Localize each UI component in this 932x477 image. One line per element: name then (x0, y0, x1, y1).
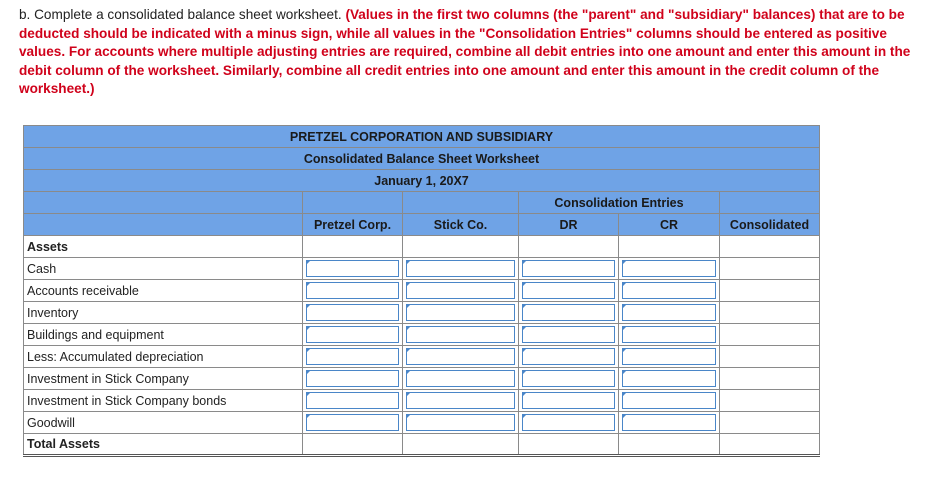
pretzel-input[interactable] (306, 282, 399, 299)
row-label: Investment in Stick Company (24, 368, 303, 390)
dr-input[interactable] (522, 392, 615, 409)
pretzel-input[interactable] (306, 348, 399, 365)
worksheet-date: January 1, 20X7 (24, 170, 820, 192)
pretzel-input[interactable] (306, 392, 399, 409)
worksheet-table (23, 125, 820, 457)
dr-input[interactable] (522, 326, 615, 343)
cr-input[interactable] (622, 348, 716, 365)
cr-input[interactable] (622, 304, 716, 321)
cr-input[interactable] (622, 392, 716, 409)
row-label: Less: Accumulated depreciation (24, 346, 303, 368)
pretzel-input[interactable] (306, 370, 399, 387)
cr-input[interactable] (622, 414, 716, 431)
stick-input[interactable] (406, 260, 515, 277)
table-row (24, 280, 820, 302)
consolidated-cell (720, 346, 820, 368)
consolidated-cell (720, 324, 820, 346)
pretzel-input[interactable] (306, 304, 399, 321)
consolidation-entries-header: Consolidation Entries (519, 192, 720, 214)
row-label: Cash (24, 258, 303, 280)
consolidated-cell (720, 302, 820, 324)
col-stick: Stick Co. (403, 214, 519, 236)
row-label: Buildings and equipment (24, 324, 303, 346)
pretzel-input[interactable] (306, 260, 399, 277)
dr-input[interactable] (522, 414, 615, 431)
stick-input[interactable] (406, 304, 515, 321)
row-label: Investment in Stick Company bonds (24, 390, 303, 412)
table-row (24, 324, 820, 346)
cr-input[interactable] (622, 326, 716, 343)
total-assets-label: Total Assets (24, 434, 303, 456)
stick-input[interactable] (406, 348, 515, 365)
row-label: Inventory (24, 302, 303, 324)
stick-input[interactable] (406, 392, 515, 409)
dr-input[interactable] (522, 348, 615, 365)
instructions (19, 6, 914, 99)
instructions-note: (Values in the first two columns (the "parent" and "subsidiary" balances) that are to be deducted should be indicated with a minus sign, while all values in the "Consolidation Entries" columns should be entered as positive values. For accounts where multiple adjusting entries are required, combine all debit entries into one amount and enter this amount in the debit column of the worksheet. Similarly, combine all credit entries into one amount and enter this amount in the credit column of the worksheet.) (19, 7, 911, 96)
consolidated-cell (720, 258, 820, 280)
cr-input[interactable] (622, 370, 716, 387)
section-assets: Assets (24, 236, 303, 258)
col-dr: DR (519, 214, 619, 236)
company-name: PRETZEL CORPORATION AND SUBSIDIARY (24, 126, 820, 148)
dr-input[interactable] (522, 370, 615, 387)
table-row (24, 390, 820, 412)
row-label: Accounts receivable (24, 280, 303, 302)
stick-input[interactable] (406, 326, 515, 343)
cr-input[interactable] (622, 260, 716, 277)
stick-input[interactable] (406, 370, 515, 387)
consolidated-cell (720, 368, 820, 390)
table-row (24, 302, 820, 324)
dr-input[interactable] (522, 260, 615, 277)
table-row (24, 346, 820, 368)
col-cr: CR (619, 214, 720, 236)
col-pretzel: Pretzel Corp. (303, 214, 403, 236)
dr-input[interactable] (522, 304, 615, 321)
instructions-lead: b. Complete a consolidated balance sheet worksheet. (19, 7, 342, 22)
dr-input[interactable] (522, 282, 615, 299)
col-consolidated: Consolidated (720, 214, 820, 236)
consolidated-cell (720, 412, 820, 434)
stick-input[interactable] (406, 282, 515, 299)
pretzel-input[interactable] (306, 326, 399, 343)
table-row (24, 258, 820, 280)
pretzel-input[interactable] (306, 414, 399, 431)
table-row (24, 368, 820, 390)
row-label: Goodwill (24, 412, 303, 434)
worksheet-title: Consolidated Balance Sheet Worksheet (24, 148, 820, 170)
table-row (24, 412, 820, 434)
consolidated-cell (720, 390, 820, 412)
cr-input[interactable] (622, 282, 716, 299)
stick-input[interactable] (406, 414, 515, 431)
consolidated-cell (720, 280, 820, 302)
